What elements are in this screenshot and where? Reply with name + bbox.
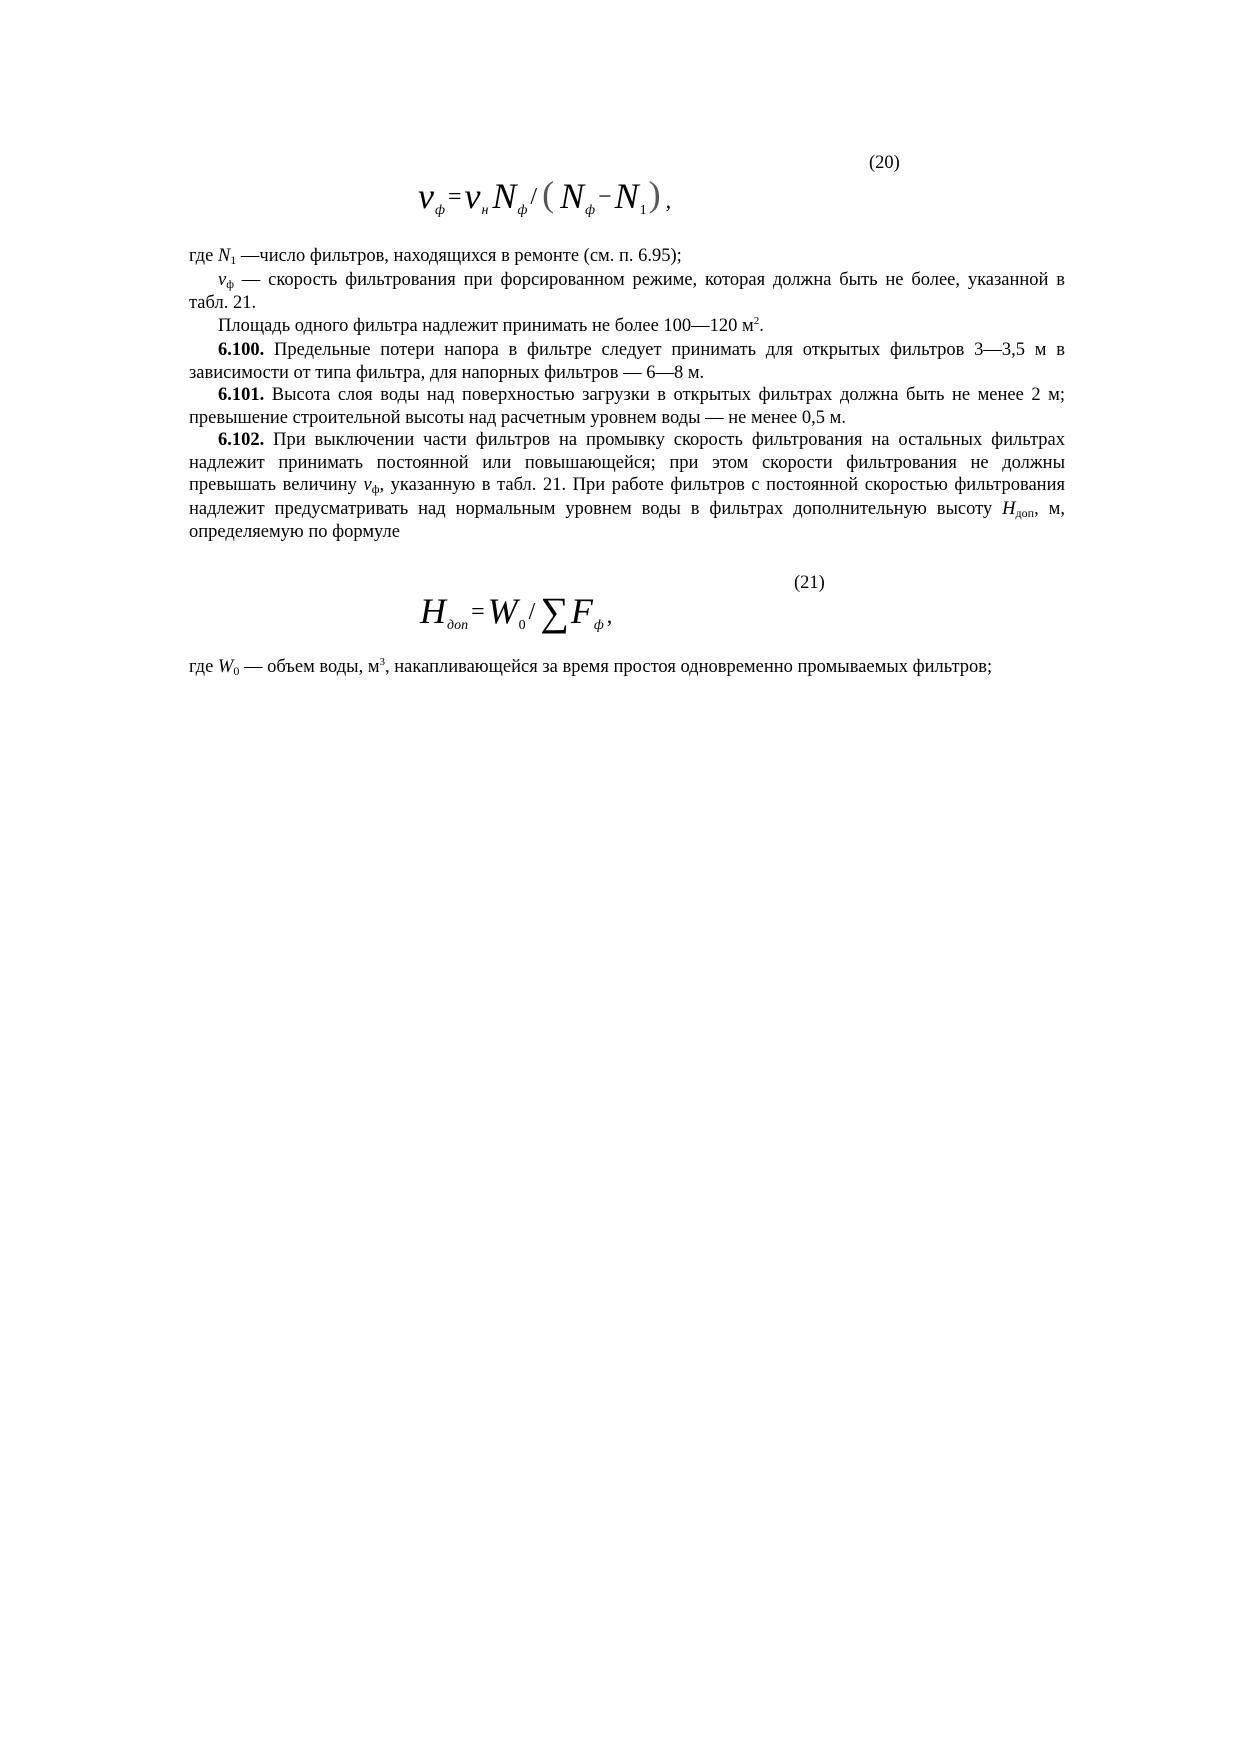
equation-number-21: (21) xyxy=(794,573,825,593)
formula-21: Hдоп=W0/ ∑Fф , xyxy=(420,589,613,634)
text-block-2 xyxy=(189,656,1065,681)
paragraph-6-102: 6.102. При выключении части фильтров на промывку скорость фильтрования на остальных фильтрах надлежит принимать постоянной или повышающейся; при этом скорости фильтрования не должны превышать величину vф, указанную в табл. 21. При работе фильтров с постоянной скоростью фильтрования надлежит предусматривать над нормальным уровнем воды в фильтрах дополнительную высоту Hдоп, м, определяемую по формуле xyxy=(189,430,1065,542)
paragraph-6-100: 6.100. Предельные потери напора в фильтре следует принимать для открытых фильтров 3—3,5 м в зависимости от типа фильтра, для напорных фильтров — 6—8 м. xyxy=(189,340,1065,383)
paragraph-area: Площадь одного фильтра надлежит принимать не более 100—120 $м^2$. xyxy=(218,314,764,336)
paragraph-vphi: vф — скорость фильтрования при форсированном режиме, которая должна быть не более, указанной в табл. 21. xyxy=(189,269,1065,313)
paragraph-n1: где N1 —число фильтров, находящихся в ремонте (см. п. 6.95); xyxy=(189,246,682,267)
formula-20: vф=vн Nф/ ( Nф−N1) , xyxy=(418,174,672,218)
text-block-1 xyxy=(189,245,1065,544)
equation-number-20: (20) xyxy=(869,153,900,173)
paragraph-6-101: 6.101. Высота слоя воды над поверхностью загрузки в открытых фильтрах должна быть не менее 2 м; превышение строительной высоты над расчетным уровнем воды — не менее 0,5 м. xyxy=(189,385,1065,428)
paragraph-w0: где W0 — объем воды, $м^3$, накапливающейся за время простоя одновременно промываемых фильтров; xyxy=(189,656,993,678)
